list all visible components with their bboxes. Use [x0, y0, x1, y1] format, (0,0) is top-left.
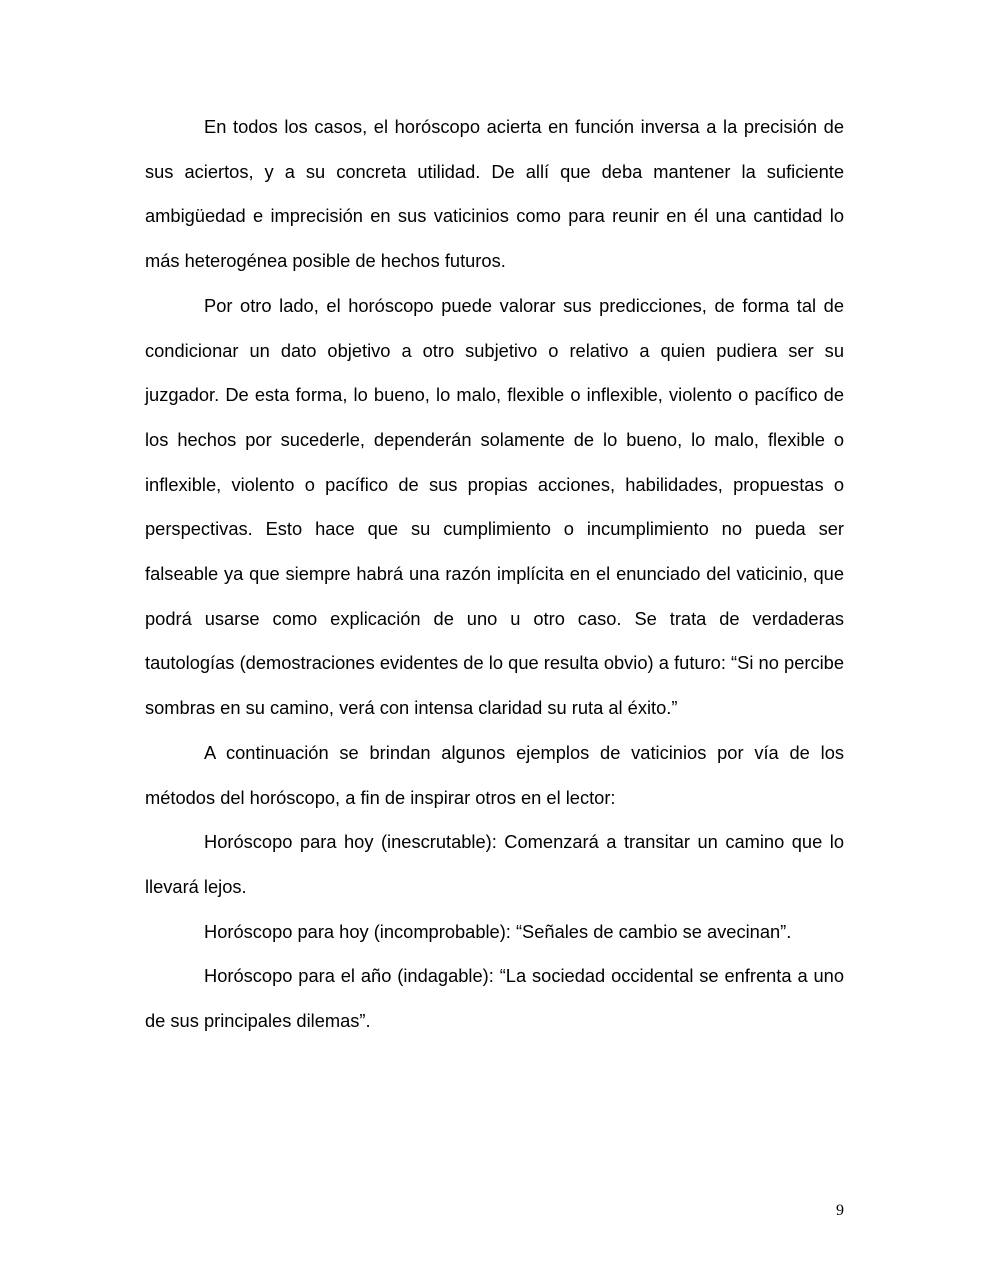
- document-body: [145, 105, 844, 1044]
- page-number: 9: [836, 1202, 844, 1219]
- paragraph: En todos los casos, el horóscopo acierta en función inversa a la precisión de sus aciertos, y a su concreta utilidad. De allí que deba mantener la suficiente ambigüedad e imprecisión en sus vaticinios como para reunir en él una cantidad lo más heterogénea posible de hechos futuros.: [145, 116, 844, 272]
- paragraph: Horóscopo para hoy (incomprobable): “Señales de cambio se avecinan”.: [204, 920, 792, 942]
- paragraph: Por otro lado, el horóscopo puede valorar sus predicciones, de forma tal de condicionar un dato objetivo a otro subjetivo o relativo a quien pudiera ser su juzgador. De esta forma, lo bueno, lo malo, flexible o inflexible, violento o pacífico de los hechos por sucederle, dependerán solamente de lo bueno, lo malo, flexible o inflexible, violento o pacífico de sus propias acciones, habilidades, propuestas o perspectivas. Esto hace que su cumplimiento o incumplimiento no pueda ser falseable ya que siempre habrá una razón implícita en el enunciado del vaticinio, que podrá usarse como explicación de uno u otro caso. Se trata de verdaderas tautologías (demostraciones evidentes de lo que resulta obvio) a futuro: “Si no percibe sombras en su camino, verá con intensa claridad su ruta al éxito.”: [145, 294, 844, 719]
- paragraph: A continuación se brindan algunos ejemplos de vaticinios por vía de los métodos del horóscopo, a fin de inspirar otros en el lector:: [145, 741, 844, 808]
- paragraph: Horóscopo para el año (indagable): “La sociedad occidental se enfrenta a uno de sus principales dilemas”.: [145, 965, 844, 1032]
- paragraph: Horóscopo para hoy (inescrutable): Comenzará a transitar un camino que lo llevará lejos.: [145, 831, 844, 897]
